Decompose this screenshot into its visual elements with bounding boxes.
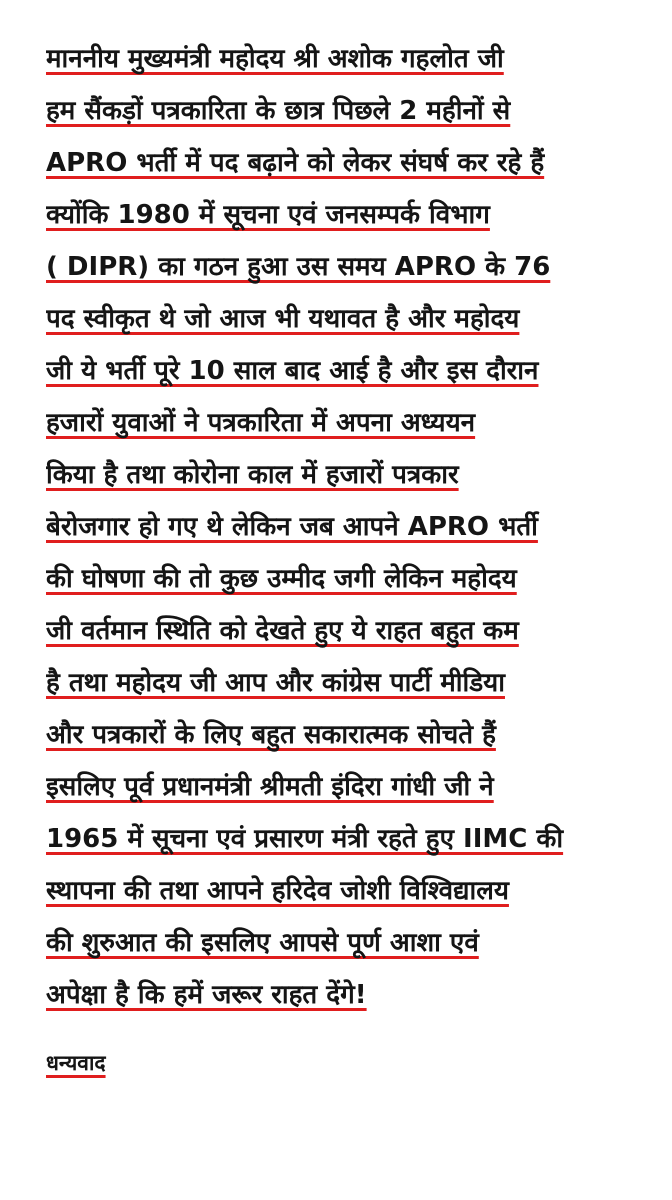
letter-line: हजारों युवाओं ने पत्रकारिता में अपना अध्ययन bbox=[46, 408, 476, 438]
letter-line: पद स्वीकृत थे जो आज भी यथावत है और महोदय bbox=[46, 304, 520, 334]
letter-line: जी ये भर्ती पूरे 10 साल बाद आई है और इस दौरान bbox=[46, 356, 539, 386]
letter-line: है तथा महोदय जी आप और कांग्रेस पार्टी मीडिया bbox=[46, 668, 505, 698]
letter-line: 1965 में सूचना एवं प्रसारण मंत्री रहते हुए IIMC की bbox=[46, 824, 564, 854]
letter-line: ( DIPR) का गठन हुआ उस समय APRO के 76 bbox=[46, 252, 551, 282]
letter-line: और पत्रकारों के लिए बहुत सकारात्मक सोचते हैं bbox=[46, 720, 496, 750]
letter-line: की घोषणा की तो कुछ उम्मीद जगी लेकिन महोदय bbox=[46, 564, 517, 594]
letter-signoff: धन्यवाद bbox=[46, 1051, 106, 1075]
letter-line: किया है तथा कोरोना काल में हजारों पत्रकार bbox=[46, 460, 459, 490]
letter-line: स्थापना की तथा आपने हरिदेव जोशी विश्विद्यालय bbox=[46, 876, 509, 906]
letter-line: बेरोजगार हो गए थे लेकिन जब आपने APRO भर्ती bbox=[46, 512, 538, 542]
letter-line: क्योंकि 1980 में सूचना एवं जनसम्पर्क विभाग bbox=[46, 200, 490, 230]
letter-line: माननीय मुख्यमंत्री महोदय श्री अशोक गहलोत जी bbox=[46, 44, 504, 74]
letter-body bbox=[46, 34, 636, 1022]
letter-line: अपेक्षा है कि हमें जरूर राहत देंगे! bbox=[46, 980, 367, 1010]
letter-line: जी वर्तमान स्थिति को देखते हुए ये राहत बहुत कम bbox=[46, 616, 519, 646]
letter-line: इसलिए पूर्व प्रधानमंत्री श्रीमती इंदिरा गांधी जी ने bbox=[46, 772, 494, 802]
letter-line: की शुरुआत की इसलिए आपसे पूर्ण आशा एवं bbox=[46, 928, 479, 958]
letter-line: हम सैंकड़ों पत्रकारिता के छात्र पिछले 2 महीनों से bbox=[46, 96, 511, 126]
letter-line: APRO भर्ती में पद बढ़ाने को लेकर संघर्ष कर रहे हैं bbox=[46, 148, 545, 178]
